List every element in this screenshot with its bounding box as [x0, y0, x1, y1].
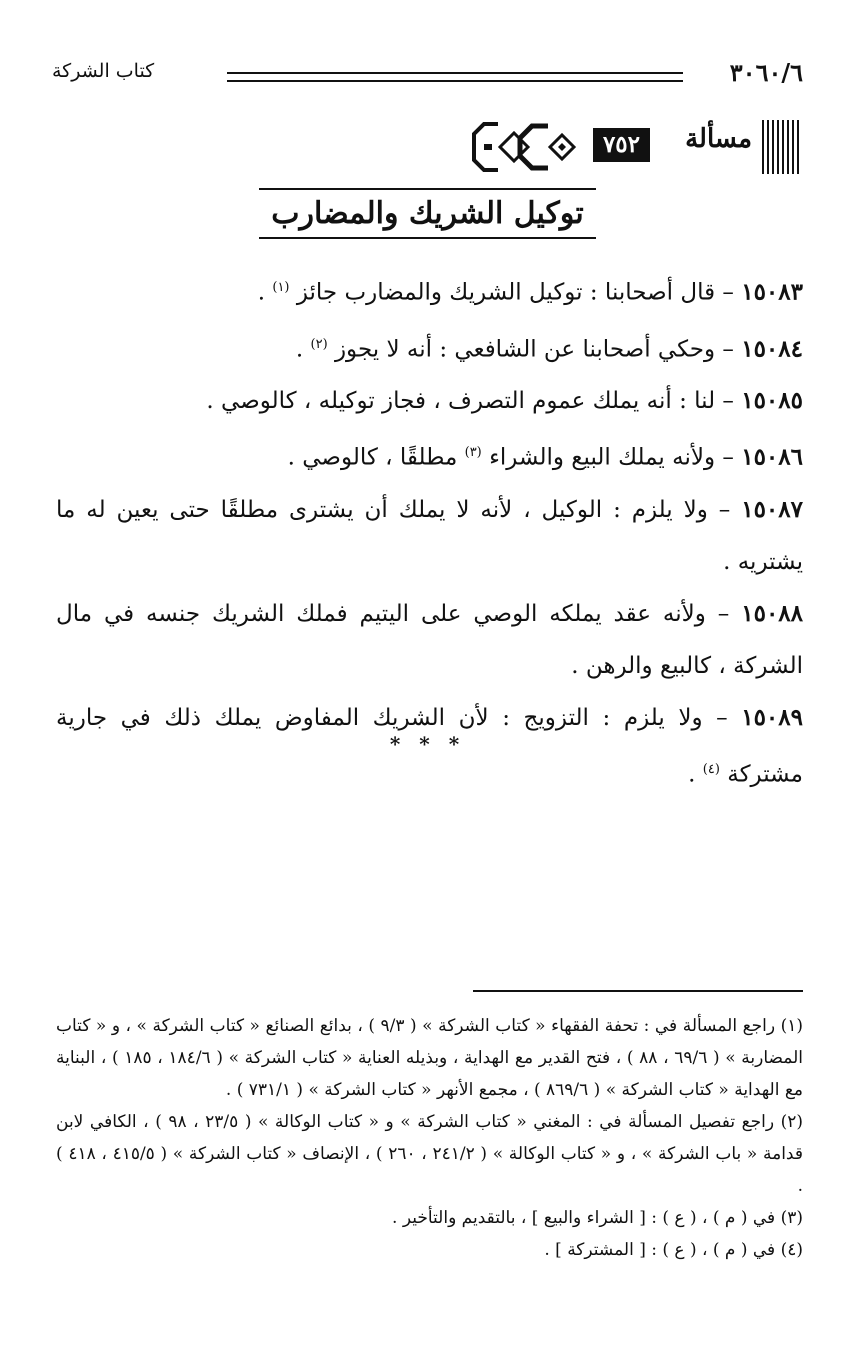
- paragraph-number: ١٥٠٨٤: [741, 335, 803, 363]
- section-title-text: توكيل الشريك والمضارب: [259, 188, 595, 239]
- paragraph-text: – وحكي أصحابنا عن الشافعي : أنه لا يجوز: [334, 336, 734, 363]
- footnotes: [56, 1010, 803, 1266]
- paragraph-text: – ولا يلزم : التزويج : لأن الشريك المفاوض يملك ذلك في جارية مشتركة: [56, 704, 803, 788]
- page-number: ٣٠٦٠/٦: [729, 58, 803, 87]
- paragraph-text: – لنا : أنه يملك عموم التصرف ، فجاز توكيله ، كالوصي .: [206, 388, 734, 415]
- footnote-ref: (٢): [310, 336, 328, 352]
- section-separator: * * *: [389, 732, 466, 756]
- paragraph-text: – ولأنه يملك البيع والشراء: [489, 444, 734, 471]
- footnote: (٢) راجع تفصيل المسألة في : المغني « كتاب الشركة » و « كتاب الوكالة » ( ٢٣/٥ ، ٩٨ ) ، الكافي لابن قدامة « باب الشركة » ، و « كتاب الوكالة » ( ٢٤١/٢ ، ٢٦٠ ) ، الإنصاف « كتاب الشركة » ( ٤١٥/٥ ، ٤١٨ ) .: [56, 1112, 804, 1196]
- paragraph: [56, 375, 803, 427]
- paragraph-number: ١٥٠٨٩: [741, 703, 803, 731]
- footnote: (١) راجع المسألة في : تحفة الفقهاء « كتاب الشركة » ( ٩/٣ ) ، بدائع الصنائع « كتاب الشركة » ، و « كتاب المضاربة » ( ٦٩/٦ ، ٨٨ ) ، فتح القدير مع الهداية ، وبذيله العناية « كتاب الشركة » ( ١٨٤/٦ ، ١٨٥ ) ، البناية مع الهداية « كتاب الشركة » ( ٨٦٩/٦ ) ، مجمع الأنهر « كتاب الشركة » ( ٧٣١/١ ) .: [56, 1016, 804, 1100]
- paragraph-number: ١٥٠٨٨: [741, 599, 804, 627]
- issue-number: ٧٥٢: [593, 128, 650, 162]
- book-title: كتاب الشركة: [52, 60, 155, 82]
- paragraph: [56, 262, 803, 319]
- paragraph: [56, 319, 803, 376]
- body-text: [56, 262, 803, 801]
- paragraph-number: ١٥٠٨٦: [741, 443, 803, 471]
- paragraph-text: – ولا يلزم : الوكيل ، لأنه لا يملك أن يشترى مطلقًا حتى يعين له ما يشتريه .: [56, 496, 803, 575]
- paragraph-tail: .: [688, 761, 703, 788]
- decorative-ornament-icon: [470, 118, 578, 176]
- footnote: (٣) في ( م ) ، ( ع ) : [ الشراء والبيع ] ، بالتقديم والتأخير .: [392, 1208, 803, 1228]
- footnote-ref: (١): [272, 280, 290, 295]
- header-double-rule: [227, 72, 683, 82]
- paragraph: [56, 427, 803, 484]
- running-head: [52, 58, 803, 92]
- issue-banner: [470, 118, 800, 176]
- footnote-rule: [473, 990, 803, 992]
- paragraph-number: ١٥٠٨٣: [741, 278, 803, 306]
- paragraph-number: ١٥٠٨٥: [741, 387, 803, 415]
- paragraph-number: ١٥٠٨٧: [741, 495, 803, 523]
- footnote-ref: (٣): [464, 445, 482, 461]
- barcode-ornament: [762, 120, 800, 174]
- paragraph: [56, 588, 803, 692]
- paragraph: [56, 484, 803, 588]
- paragraph-text: – قال أصحابنا : توكيل الشريك والمضارب جائز: [296, 279, 734, 306]
- paragraph-tail: .: [295, 336, 311, 363]
- footnote: (٤) في ( م ) ، ( ع ) : [ المشتركة ] .: [544, 1240, 803, 1260]
- paragraph-tail: .: [257, 279, 273, 306]
- issue-label: مسألة: [685, 124, 752, 154]
- footnote-ref: (٤): [702, 761, 720, 777]
- paragraph-tail: مطلقًا ، كالوصي .: [287, 444, 465, 471]
- section-title: [0, 188, 855, 239]
- paragraph-text: – ولأنه عقد يملكه الوصي على اليتيم فملك الشريك جنسه في مال الشركة ، كالبيع والرهن .: [56, 600, 803, 679]
